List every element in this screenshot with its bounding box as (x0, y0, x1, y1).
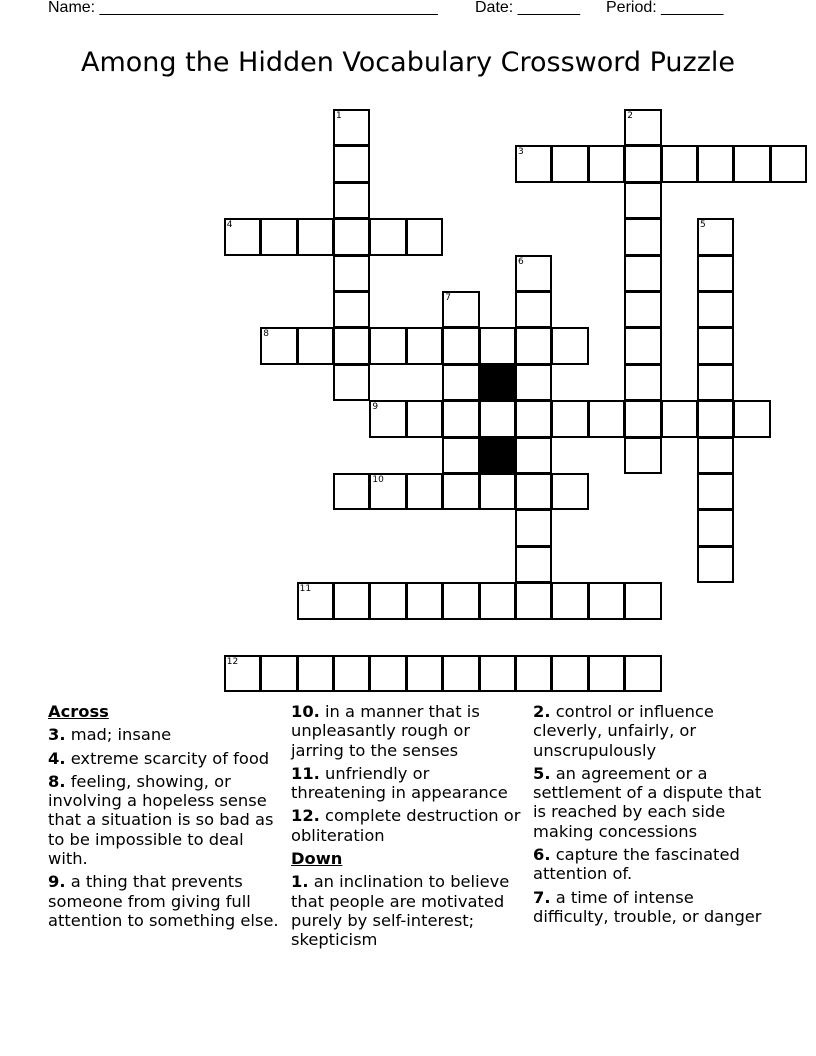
clue-item (48, 749, 284, 768)
grid-cell[interactable] (624, 145, 661, 182)
clue-item (533, 702, 769, 760)
clue-number: 3 (518, 147, 524, 158)
clue-number: 12. (291, 806, 320, 826)
clue-item (291, 806, 527, 845)
clue-number: 12 (226, 657, 239, 667)
grid-cell[interactable] (661, 145, 698, 182)
clue-number: 8 (263, 329, 269, 340)
grid-cell[interactable] (333, 582, 370, 619)
clue-item (291, 872, 527, 949)
grid-cell[interactable] (224, 655, 261, 692)
grid-cell[interactable] (624, 655, 661, 692)
clue-number: 8. (48, 771, 66, 791)
grid-cell[interactable] (624, 364, 661, 401)
grid-cell[interactable] (624, 582, 661, 619)
clue-number: 10 (372, 475, 384, 485)
clue-text: a time of intense difficulty, trouble, or danger (533, 887, 762, 926)
grid-cell[interactable] (260, 218, 297, 255)
grid-cell[interactable] (442, 400, 479, 437)
across-heading: Across (48, 702, 109, 721)
grid-cell[interactable] (515, 437, 552, 474)
grid-cell[interactable] (333, 473, 370, 510)
clue-number: 9 (372, 402, 379, 413)
grid-cell[interactable] (333, 255, 370, 292)
grid-cell[interactable] (442, 437, 479, 474)
clue-item (533, 888, 769, 927)
grid-cell[interactable] (515, 145, 552, 182)
clue-number: 6. (533, 845, 551, 865)
grid-cell[interactable] (515, 473, 552, 510)
grid-cell[interactable] (624, 218, 661, 255)
down-heading: Down (291, 849, 343, 869)
clue-text: in a manner that is unpleasantly rough or jarring to the senses (291, 702, 480, 760)
grid-cell[interactable] (551, 327, 588, 364)
grid-cell[interactable] (551, 145, 588, 182)
grid-cell[interactable] (406, 218, 443, 255)
grid-cell[interactable] (442, 473, 479, 510)
clue-number: 10. (291, 702, 320, 721)
date-field[interactable]: Date: _______ (475, 0, 580, 16)
grid-cell[interactable] (515, 327, 552, 364)
grid-cell[interactable] (588, 582, 625, 619)
grid-cell[interactable] (442, 327, 479, 364)
grid-cell[interactable] (333, 218, 370, 255)
clue-item (291, 702, 527, 760)
grid-cell[interactable] (369, 655, 406, 692)
clue-number: 11 (299, 584, 312, 595)
clues-column-3 (533, 702, 769, 930)
clue-item (48, 772, 284, 868)
clue-item (533, 764, 769, 841)
grid-cell[interactable] (624, 437, 661, 474)
grid-cell[interactable] (442, 582, 479, 619)
grid-cell[interactable] (515, 255, 552, 292)
grid-cell[interactable] (588, 145, 625, 182)
clue-number: 7 (445, 293, 451, 303)
clue-number: 2. (533, 702, 551, 721)
grid-cell[interactable] (515, 509, 552, 546)
grid-cell[interactable] (406, 400, 443, 437)
grid-cell[interactable] (224, 218, 261, 255)
grid-cell[interactable] (479, 655, 516, 692)
grid-cell[interactable] (624, 182, 661, 219)
clue-number: 4 (226, 220, 233, 231)
grid-cell[interactable] (297, 582, 334, 619)
grid-cell[interactable] (515, 582, 552, 619)
down-clue-list-continued (533, 702, 769, 926)
grid-cell[interactable] (369, 473, 406, 510)
grid-cell[interactable] (551, 582, 588, 619)
grid-cell[interactable] (479, 473, 516, 510)
clue-number: 1 (336, 111, 342, 121)
grid-cell[interactable] (697, 509, 734, 546)
grid-cell[interactable] (406, 582, 443, 619)
grid-cell[interactable] (479, 400, 516, 437)
grid-cell[interactable] (551, 473, 588, 510)
grid-cell[interactable] (442, 364, 479, 401)
grid-cell[interactable] (333, 291, 370, 328)
grid-cell[interactable] (697, 218, 734, 255)
grid-cell[interactable] (697, 473, 734, 510)
grid-cell[interactable] (260, 327, 297, 364)
across-clue-list (48, 725, 284, 930)
clues-column-1 (48, 702, 284, 934)
grid-cell[interactable] (733, 145, 770, 182)
grid-cell[interactable] (515, 546, 552, 583)
grid-cell[interactable] (588, 400, 625, 437)
grid-cell[interactable] (369, 218, 406, 255)
clue-text: mad; insane (70, 725, 172, 745)
clue-number: 4. (48, 748, 66, 768)
grid-cell[interactable] (479, 327, 516, 364)
grid-cell[interactable] (369, 400, 406, 437)
grid-cell[interactable] (515, 364, 552, 401)
clue-text: feeling, showing, or involving a hopeless sense that a situation is so bad as to be impossible to deal with. (48, 771, 274, 869)
grid-cell[interactable] (260, 655, 297, 692)
grid-cell[interactable] (624, 327, 661, 364)
clue-number: 9. (48, 872, 66, 892)
clue-text: complete destruction or obliteration (291, 806, 521, 845)
grid-cell[interactable] (697, 255, 734, 292)
grid-cell[interactable] (624, 291, 661, 328)
grid-cell[interactable] (770, 145, 807, 182)
grid-cell[interactable] (624, 109, 661, 146)
clue-number: 7. (533, 887, 551, 907)
grid-cell[interactable] (697, 546, 734, 583)
grid-cell[interactable] (551, 655, 588, 692)
grid-cell[interactable] (551, 400, 588, 437)
clue-number: 3. (48, 725, 66, 745)
clue-item (48, 725, 284, 744)
name-field[interactable]: Name: ______________________________________ (48, 0, 438, 16)
grid-cell[interactable] (442, 291, 479, 328)
grid-cell[interactable] (333, 327, 370, 364)
clue-text: an agreement or a settlement of a dispute that is reached by each side making concessions (533, 763, 762, 841)
grid-cell[interactable] (297, 218, 334, 255)
clue-number: 6 (518, 256, 524, 267)
grid-cell[interactable] (661, 400, 698, 437)
clues-column-2 (291, 702, 527, 954)
grid-cell[interactable] (624, 400, 661, 437)
grid-cell[interactable] (333, 145, 370, 182)
across-clue-list-continued (291, 702, 527, 845)
clue-text: a thing that prevents someone from giving full attention to something else. (48, 872, 279, 930)
grid-cell[interactable] (369, 582, 406, 619)
grid-cell[interactable] (297, 327, 334, 364)
page-title: Among the Hidden Vocabulary Crossword Puzzle (81, 47, 735, 78)
clue-item (48, 872, 284, 930)
clue-number: 5 (700, 220, 706, 231)
clue-number: 2 (627, 111, 633, 121)
black-cell (479, 364, 516, 401)
grid-cell[interactable] (406, 655, 443, 692)
grid-cell[interactable] (624, 255, 661, 292)
clue-item (533, 845, 769, 884)
clue-text: extreme scarcity of food (70, 748, 270, 768)
grid-cell[interactable] (515, 655, 552, 692)
grid-cell[interactable] (333, 364, 370, 401)
clue-item (291, 764, 527, 803)
clue-text: an inclination to believe that people are motivated purely by self-interest; skepticism (291, 872, 510, 950)
black-cell (479, 437, 516, 474)
grid-cell[interactable] (697, 291, 734, 328)
grid-cell[interactable] (697, 437, 734, 474)
grid-cell[interactable] (333, 182, 370, 219)
clue-text: capture the fascinated attention of. (533, 845, 740, 884)
grid-cell[interactable] (442, 655, 479, 692)
period-field[interactable]: Period: _______ (606, 0, 724, 16)
grid-cell[interactable] (333, 109, 370, 146)
clue-number: 1. (291, 872, 309, 892)
grid-cell[interactable] (479, 582, 516, 619)
grid-cell[interactable] (333, 655, 370, 692)
grid-cell[interactable] (697, 327, 734, 364)
grid-cell[interactable] (697, 400, 734, 437)
clue-number: 11. (291, 763, 320, 783)
grid-cell[interactable] (406, 473, 443, 510)
worksheet-header (48, 0, 768, 20)
grid-cell[interactable] (515, 400, 552, 437)
down-clue-list (291, 872, 527, 949)
grid-cell[interactable] (515, 291, 552, 328)
grid-cell[interactable] (297, 655, 334, 692)
grid-cell[interactable] (406, 327, 443, 364)
clue-number: 5. (533, 763, 551, 783)
grid-cell[interactable] (733, 400, 770, 437)
clue-text: unfriendly or threatening in appearance (291, 763, 508, 803)
grid-cell[interactable] (369, 327, 406, 364)
grid-cell[interactable] (697, 364, 734, 401)
grid-cell[interactable] (697, 145, 734, 182)
clue-text: control or influence cleverly, unfairly, or unscrupulously (533, 702, 714, 760)
grid-cell[interactable] (588, 655, 625, 692)
